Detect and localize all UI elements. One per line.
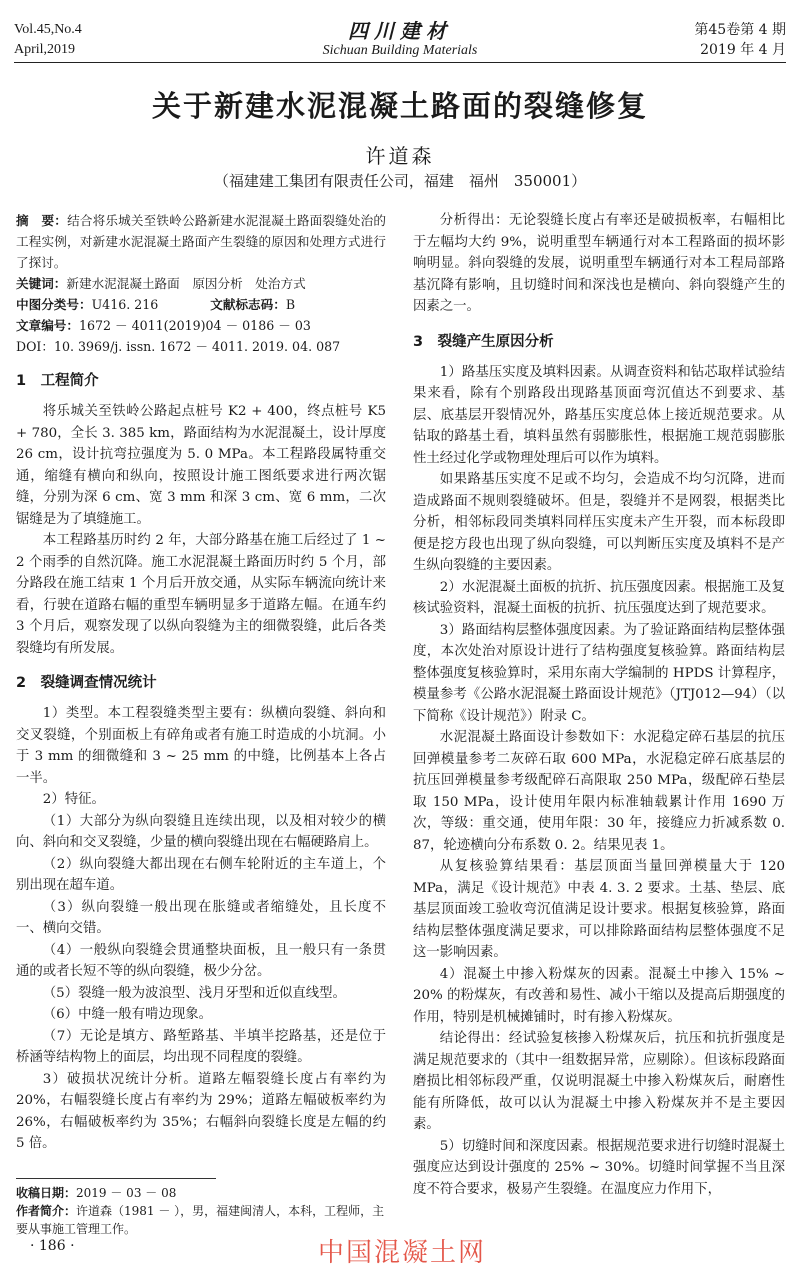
- paragraph: 结论得出：经试验复核掺入粉煤灰后，抗压和抗折强度是满足规范要求的（其中一组数据异常，应剔除）。但该标段路面磨损比相邻标段严重，仅说明混凝土中掺入粉煤灰后，耐磨性能有所降低，故可以认为混凝土中掺入粉煤灰并不是主要因素。: [413, 1031, 785, 1132]
- clc-value: U416. 216: [91, 297, 159, 312]
- abstract-text: 结合将乐城关至铁岭公路新建水泥混凝土路面裂缝处治的工程实例，对新建水泥混凝土路面产生裂缝的原因和处理方式进行了探讨。: [16, 213, 387, 270]
- left-column: [16, 210, 386, 1155]
- paragraph: 1）类型。本工程裂缝类型主要有：纵横向裂缝、斜向和交叉裂缝，个别面板上有碎角或者有施工时造成的小坑洞。小于 3 mm 的细微缝和 3 ~ 25 mm 的中缝，比例基本上各占一半。: [16, 706, 386, 786]
- paragraph: 4）混凝土中掺入粉煤灰的因素。混凝土中掺入 15% ~ 20% 的粉煤灰，有改善和易性、减小干缩以及提高后期强度的作用，特别是机械摊铺时，时有掺入粉煤灰。: [413, 966, 785, 1025]
- paragraph: 水泥混凝土路面设计参数如下：水泥稳定碎石基层的抗压回弹模量参考二灰碎石取 600 MPa，水泥稳定碎石底基层的抗压回弹模量参考级配碎石高限取 250 MPa，级配碎石垫层取 150 MPa，设计使用年限内标准轴载累计作用 1690 万次，等级：重交通，使用年限：30 年，接缝应力折减系数 0. 87，轮迹横向分布系数 0. 2。结果见表 1。: [413, 730, 785, 853]
- paragraph: （5）裂缝一般为波浪型、浅月牙型和近似直线型。: [42, 985, 346, 1001]
- page-number: · 186 ·: [30, 1238, 75, 1254]
- section-heading-3: 3 裂缝产生原因分析: [413, 333, 554, 350]
- paragraph: 5）切缝时间和深度因素。根据规范要求进行切缝时混凝土强度应达到设计强度的 25% ~ 30%。切缝时间掌握不当且深度不符合要求，极易产生裂缝。在温度应力作用下，: [413, 1138, 785, 1197]
- header-divider: [14, 62, 786, 63]
- article-number: [16, 315, 386, 336]
- paragraph: 2）特征。: [42, 792, 105, 807]
- author-bio-text: 许道森（1981 － ），男，福建闽清人，本科，工程师，主要从事施工管理工作。: [16, 1204, 385, 1236]
- paragraph: 2）水泥混凝土面板的抗折、抗压强度因素。根据施工及复核试验资料，混凝土面板的抗折、抗压强度达到了规范要求。: [413, 579, 785, 616]
- received-date: [16, 1184, 386, 1202]
- author-name: 许道森: [365, 144, 435, 168]
- header-right: [694, 20, 786, 60]
- abstract-block: [16, 210, 386, 357]
- doc-code-value: B: [285, 297, 296, 312]
- doc-code-label: 文献标志码：: [210, 297, 286, 312]
- paragraph: 分析得出：无论裂缝长度占有率还是破损板率，右幅相比于左幅均大约 9%，说明重型车辆通行对本工程路面的损坏影响明显。斜向裂缝的发展，说明重型车辆通行对本工程局部路基沉降有影响，且切缝时间和深浅也是横向、斜向裂缝产生的因素之一。: [413, 213, 785, 314]
- doi: DOI：10. 3969/j. issn. 1672 － 4011. 2019. 04. 087: [16, 339, 341, 354]
- paragraph: （2）纵向裂缝大都出现在右侧车轮附近的主车道上，个别出现在超车道。: [16, 856, 386, 893]
- paragraph: （6）中缝一般有啃边现象。: [42, 1007, 213, 1022]
- article-number-value: 1672 － 4011(2019)04 － 0186 － 03: [78, 318, 311, 333]
- right-column: [413, 210, 785, 1200]
- article-title: 关于新建水泥混凝土路面的裂缝修复: [151, 89, 648, 123]
- keywords-text: 新建水泥混凝土路面 原因分析 处治方式: [66, 276, 306, 291]
- paragraph: （3）纵向裂缝一般出现在胀缝或者缩缝处，且长度不一、横向交错。: [16, 899, 386, 936]
- abstract: [16, 210, 386, 273]
- paragraph: 将乐城关至铁岭公路起点桩号 K2 + 400，终点桩号 K5 + 780，全长 3. 385 km，路面结构为水泥混凝土，设计厚度 26 cm，设计抗弯拉强度为 5. 0 MPa。本工程路段属特重交通，缩缝有横向和纵向，按照设计施工图纸要求进行两次锯缝，分别为深 6 cm、宽 3 mm 和深 3 cm、宽 6 mm，二次锯缝是为了填缝施工。: [16, 404, 386, 527]
- received-label: 收稿日期：: [16, 1186, 77, 1200]
- paragraph: 3）破损状况统计分析。道路左幅裂缝长度占有率约为 20%，右幅裂缝长度占有率约为 29%；道路左幅破板率约为 26%，右幅破板率约为 35%；右幅斜向裂缝长度是左幅的约 5 倍。: [16, 1071, 386, 1151]
- classification-line: [16, 294, 386, 315]
- paragraph: 如果路基压实度不足或不均匀，会造成不均匀沉降，进而造成路面不规则裂缝破坏。但是，裂缝并不是网裂，根据类比分析，相邻标段同类填料同样压实度未产生开裂，而本标段即便是挖方段也出现了纵向裂缝，可以判断压实度及填料不是产生纵向裂缝的主要因素。: [413, 472, 785, 573]
- paragraph: （7）无论是填方、路堑路基、半填半挖路基，还是位于桥涵等结构物上的面层，均出现不同程度的裂缝。: [16, 1028, 386, 1065]
- section-heading-2: 2 裂缝调查情况统计: [16, 675, 157, 691]
- section-heading-1: 1 工程简介: [16, 373, 99, 389]
- abstract-label: 摘 要：: [16, 213, 68, 228]
- journal-name-en: Sichuan Building Materials: [322, 43, 478, 58]
- paragraph: （4）一般纵向裂缝会贯通整块面板，且一般只有一条贯通的或者长短不等的纵向裂缝，极少分岔。: [16, 942, 386, 979]
- paragraph: 本工程路基历时约 2 年，大部分路基在施工后经过了 1 ~ 2 个雨季的自然沉降。施工水泥混凝土路面历时约 5 个月，部分路段在施工结束 1 个月后开放交通，从实际车辆流向统计来看，行驶在道路右幅的重型车辆明显多于道路左幅。在通车约 3 个月后，观察发现了以纵向裂缝为主的细微裂缝，此后各类裂缝均有所发展。: [16, 533, 386, 656]
- journal-logo: 四川建材: [348, 19, 452, 43]
- issue-cn-label: 第45卷第 4 期: [694, 22, 786, 38]
- footnote: [16, 1184, 386, 1238]
- date-cn-label: 2019 年 4 月: [700, 42, 786, 58]
- paragraph: 1）路基压实度及填料因素。从调查资料和钻芯取样试验结果来看，除有个别路段出现路基顶面弯沉值达不到要求、基层、底基层开裂情况外，路基压实度总体上接近规范要求。从钻取的路基土看，填料虽然有弱膨胀性，根据施工规范弱膨胀性土经过化学或物理处理后可以作为填料。: [413, 364, 785, 466]
- volume-label: Vol.45,No.4: [14, 22, 82, 37]
- article-number-label: 文章编号：: [16, 318, 79, 333]
- author-affiliation: （福建建工集团有限责任公司，福建 福州 350001）: [213, 172, 587, 190]
- paragraph: 3）路面结构层整体强度因素。为了验证路面结构层整体强度，本次处治对原设计进行了结构强度复核验算。路面结构层整体强度复核验算时，采用东南大学编制的 HPDS 计算程序，模量参考《公路水泥混凝土路面设计规范》（JTJ012—94）（以下简称《设计规范》）附录 C。: [413, 622, 785, 724]
- author-bio-label: 作者简介：: [16, 1204, 77, 1218]
- footnote-divider: [16, 1178, 216, 1179]
- paragraph: （1）大部分为纵向裂缝且连续出现，以及相对较少的横向、斜向和交叉裂缝，少量的横向裂缝出现在右幅硬路肩上。: [16, 813, 386, 850]
- received-value: 2019 － 03 － 08: [76, 1186, 177, 1200]
- date-en-label: April,2019: [14, 42, 76, 57]
- watermark: 中国混凝土网: [318, 1238, 487, 1268]
- keywords: [16, 273, 386, 294]
- journal-masthead: [0, 20, 800, 60]
- keywords-label: 关键词：: [16, 276, 67, 291]
- clc-label: 中图分类号：: [16, 297, 92, 312]
- paragraph: 从复核验算结果看：基层顶面当量回弹模量大于 120 MPa，满足《设计规范》中表 4. 3. 2 要求。土基、垫层、底基层顶面竣工验收弯沉值满足设计要求。根据复核验算，路面结构层整体强度满足要求，可以排除路面结构层整体强度不足这一影响因素。: [413, 859, 785, 960]
